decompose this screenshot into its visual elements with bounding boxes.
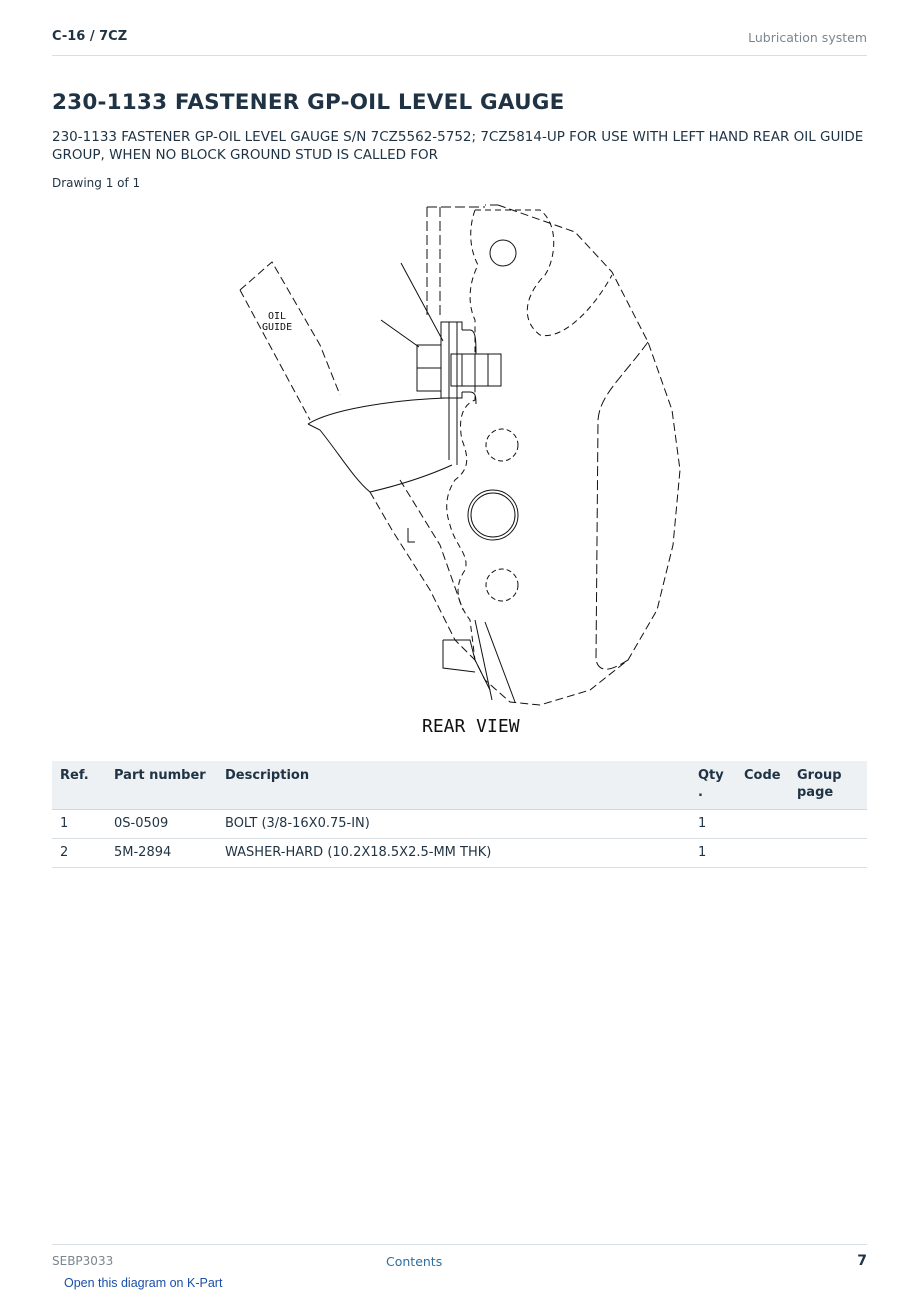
cell-part-number: 5M-2894: [106, 839, 217, 868]
col-group-page-header: Group page: [789, 761, 867, 810]
oil-guide-label-line2: GUIDE: [262, 322, 293, 333]
drawing-counter: Drawing 1 of 1: [52, 176, 141, 190]
col-part-number-header: Part number: [106, 761, 217, 810]
parts-table: [52, 761, 867, 868]
cell-description: WASHER-HARD (10.2X18.5X2.5-MM THK): [217, 839, 690, 868]
table-header-row: [52, 761, 867, 810]
model-label: C-16 / 7CZ: [52, 29, 128, 44]
cell-description: BOLT (3/8-16X0.75-IN): [217, 810, 690, 839]
cell-code: [736, 810, 789, 839]
cell-group-page: [789, 810, 867, 839]
page-number: 7: [857, 1253, 867, 1269]
col-code-header: Code: [736, 761, 789, 810]
parts-diagram: [200, 195, 720, 745]
cell-ref: 2: [52, 839, 106, 868]
table-row: [52, 810, 867, 839]
col-qty-header: Qty .: [690, 761, 736, 810]
kpart-link[interactable]: Open this diagram on K-Part: [64, 1276, 223, 1290]
cell-ref: 1: [52, 810, 106, 839]
contents-link[interactable]: Contents: [386, 1254, 443, 1269]
table-row: [52, 839, 867, 868]
page-title: 230-1133 FASTENER GP-OIL LEVEL GAUGE: [52, 90, 565, 115]
col-description-header: Description: [217, 761, 690, 810]
cell-part-number: 0S-0509: [106, 810, 217, 839]
oil-guide-label-line1: OIL: [268, 311, 287, 322]
cell-qty: 1: [690, 839, 736, 868]
page-header: [52, 28, 867, 56]
view-label: REAR VIEW: [422, 716, 520, 737]
cell-qty: 1: [690, 810, 736, 839]
cell-code: [736, 839, 789, 868]
doc-code: SEBP3033: [52, 1254, 114, 1268]
group-description: 230-1133 FASTENER GP-OIL LEVEL GAUGE S/N 7CZ5562-5752; 7CZ5814-UP FOR USE WITH LEFT HAND REAR OIL GUIDE GROUP, WHEN NO BLOCK GROUND STUD IS CALLED FOR: [52, 129, 864, 163]
section-label: Lubrication system: [748, 30, 867, 45]
page-footer: [52, 1244, 867, 1275]
cell-group-page: [789, 839, 867, 868]
col-ref-header: Ref.: [52, 761, 106, 810]
